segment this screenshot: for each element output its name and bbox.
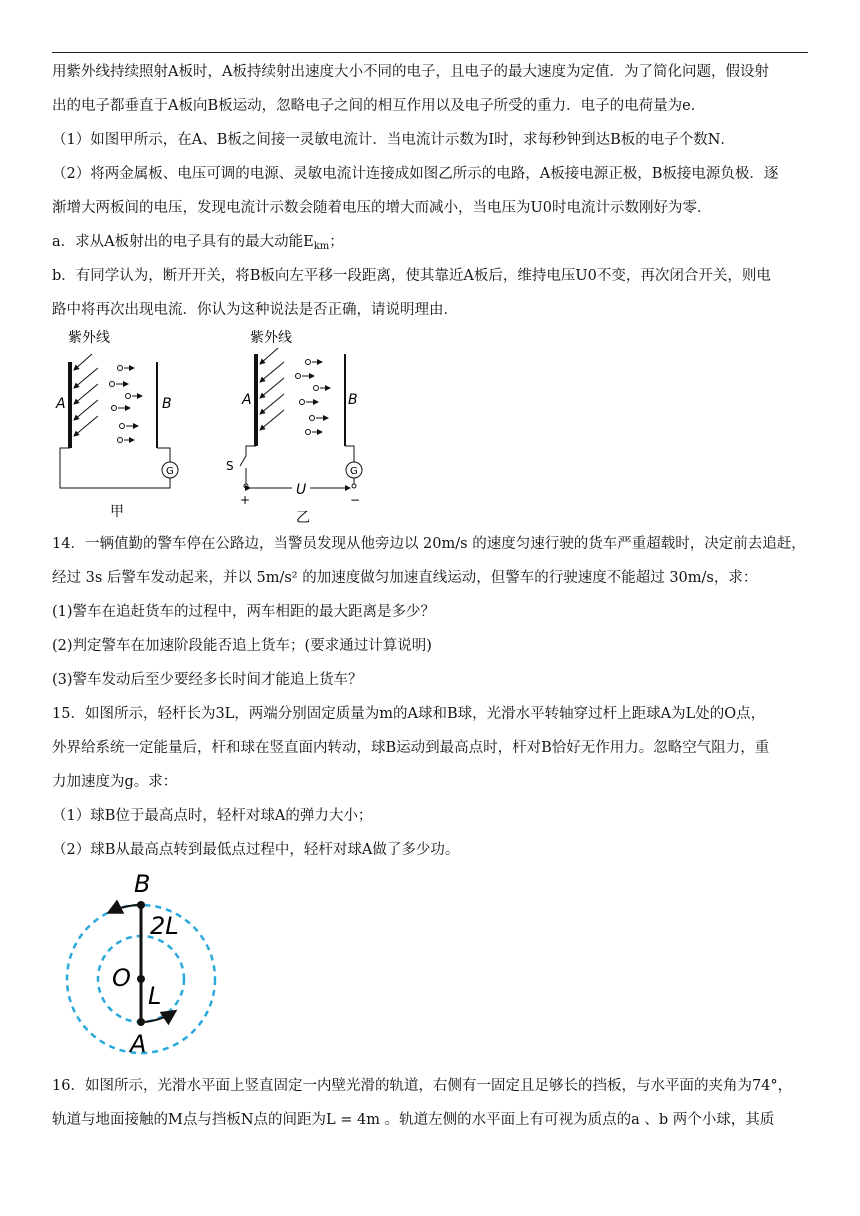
minus-terminal-label: − xyxy=(350,493,361,507)
figure-jia xyxy=(52,322,192,522)
label-l: L xyxy=(148,982,162,1010)
velocity-arrow-b xyxy=(110,905,138,912)
galvanometer-label-yi: G xyxy=(350,466,358,477)
caption-jia: 甲 xyxy=(110,504,124,520)
uv-label-yi: 紫外线 xyxy=(250,330,292,346)
q15-line-3: 力加速度为g。求： xyxy=(52,774,178,790)
q16-line-2: 轨道与地面接触的M点与挡板N点的间距为L = 4m 。轨道左侧的水平面上有可视为质点的a 、b 两个小球，其质 xyxy=(52,1112,775,1128)
ekm-subscript: km xyxy=(313,241,330,252)
q13-part-2-line-1: （2）将两金属板、电压可调的电源、灵敏电流计连接成如图乙所示的电路，A板接电源正极，B板接电源负极．逐 xyxy=(52,166,779,182)
plate-a-label-yi: A xyxy=(242,392,252,408)
ball-a xyxy=(137,1018,145,1026)
q14-part-1: (1)警车在追赶货车的过程中，两车相距的最大距离是多少？ xyxy=(52,604,436,620)
header-rule xyxy=(52,52,808,53)
q13-part-b-line-1: b．有同学认为，断开开关，将B板向左平移一段距离，使其靠近A板后，维持电压U0不变，再次闭合开关，则电 xyxy=(52,268,771,284)
q15-part-1: （1）球B位于最高点时，轻杆对球A的弹力大小； xyxy=(52,808,373,824)
q13-part-1: （1）如图甲所示，在A、B板之间接一灵敏电流计．当电流计示数为I时，求每秒钟到达B板的电子个数N． xyxy=(52,132,735,148)
q15-line-1: 15．如图所示，轻杆长为3L，两端分别固定质量为m的A球和B球，光滑水平转轴穿过杆上距球A为L处的O点， xyxy=(52,706,766,722)
plate-a-label-jia: A xyxy=(56,396,66,412)
switch-label-yi: S xyxy=(226,459,234,473)
figure-yi xyxy=(222,322,372,528)
uv-label-jia: 紫外线 xyxy=(68,330,110,346)
q16-line-1: 16．如图所示，光滑水平面上竖直固定一内壁光滑的轨道，右侧有一固定且足够长的挡板，与水平面的夹角为74°， xyxy=(52,1078,793,1094)
q13-part-2-line-2: 渐增大两板间的电压，发现电流计示数会随着电压的增大而减小，当电压为U0时电流计示数刚好为零． xyxy=(52,200,712,216)
label-2l: 2L xyxy=(150,912,179,940)
q14-line-2: 经过 3s 后警车发动起来，并以 5m/s² 的加速度做匀加速直线运动，但警车的行驶速度不能超过 30m/s，求： xyxy=(52,570,758,586)
q14-line-1: 14．一辆值勤的警车停在公路边，当警员发现从他旁边以 20m/s 的速度匀速行驶的货车严重超载时，决定前去追赶， xyxy=(52,536,806,552)
plate-b-label-yi: B xyxy=(348,392,358,408)
caption-yi: 乙 xyxy=(296,510,310,526)
voltage-label-yi: U xyxy=(296,482,307,498)
figure-rod-rotation xyxy=(52,862,252,1062)
label-b: B xyxy=(134,870,151,898)
label-o: O xyxy=(112,964,131,992)
q13-part-a: a．求从A板射出的电子具有的最大动能$E_{km}$； xyxy=(52,234,344,252)
plus-terminal-label: + xyxy=(240,493,251,507)
q15-part-2: （2）球B从最高点转到最低点过程中，轻杆对球A做了多少功。 xyxy=(52,842,460,858)
q14-part-3: (3)警车发动后至少要经多长时间才能追上货车？ xyxy=(52,672,363,688)
q13-line-2: 出的电子都垂直于A板向B板运动，忽略电子之间的相互作用以及电子所受的重力．电子的电荷量为e． xyxy=(52,98,706,114)
ball-b xyxy=(137,901,145,909)
q13-line-1: 用紫外线持续照射A板时，A板持续射出速度大小不同的电子，且电子的最大速度为定值．为了简化问题，假设射 xyxy=(52,64,769,80)
plate-b-label-jia: B xyxy=(162,396,172,412)
pivot-o xyxy=(137,975,145,983)
q13-part-b-line-2: 路中将再次出现电流．你认为这种说法是否正确，请说明理由． xyxy=(52,302,458,318)
q15-line-2: 外界给系统一定能量后，杆和球在竖直面内转动，球B运动到最高点时，杆对B恰好无作用力。忽略空气阻力，重 xyxy=(52,740,770,756)
q14-part-2: (2)判定警车在加速阶段能否追上货车；(要求通过计算说明) xyxy=(52,638,432,654)
label-a: A xyxy=(130,1030,147,1058)
galvanometer-label-jia: G xyxy=(166,466,174,477)
